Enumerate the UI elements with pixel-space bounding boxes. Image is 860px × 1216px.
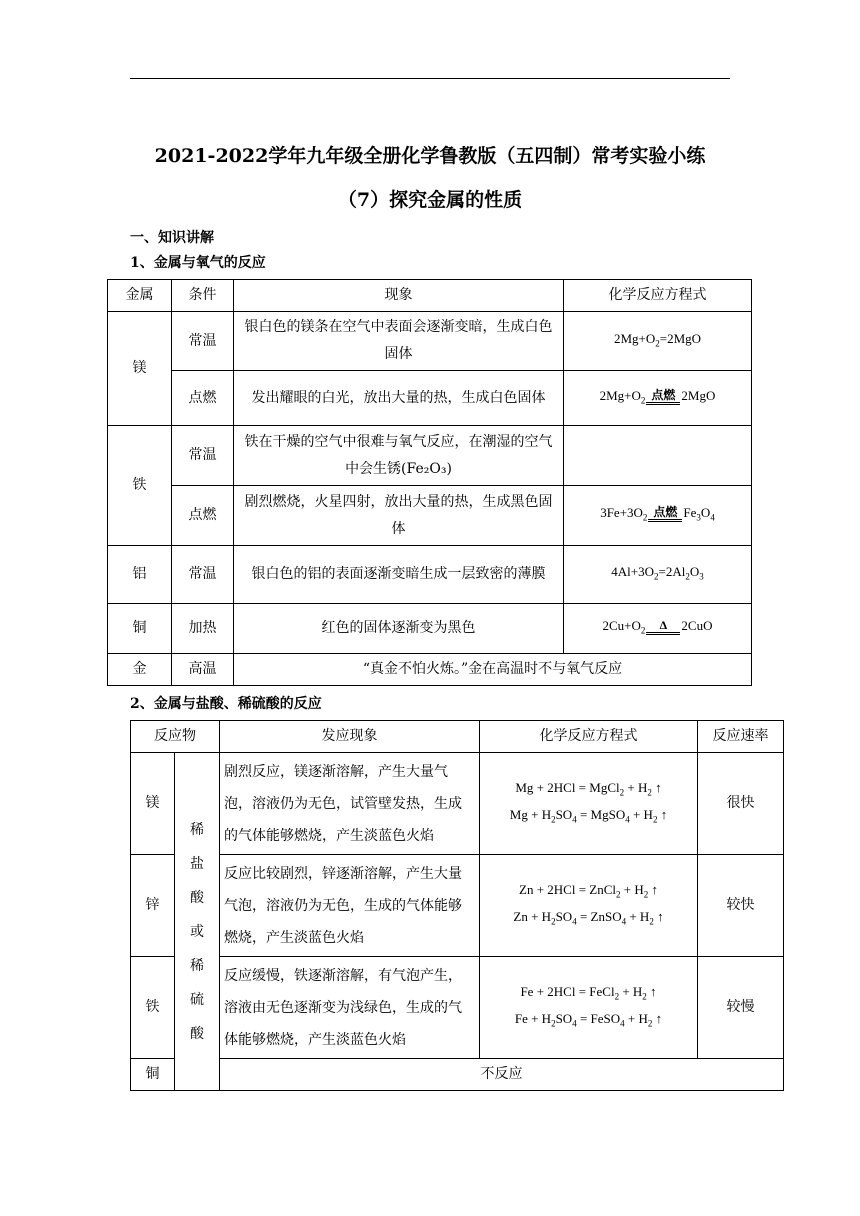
section-heading: 一、知识讲解 <box>130 230 214 246</box>
metal-cell: 铜 <box>108 604 172 654</box>
acid-char: 酸 <box>190 1026 204 1042</box>
acid-char: 酸 <box>190 890 204 906</box>
condition-cell: 常温 <box>172 546 234 604</box>
header-cell: 化学反应方程式 <box>564 280 752 312</box>
phenomenon-cell: “真金不怕火炼。”金在高温时不与氧气反应 <box>234 654 752 686</box>
condition-label: 点燃 <box>651 387 676 402</box>
condition-cell: 常温 <box>172 312 234 371</box>
table-row <box>131 957 784 1059</box>
header-cell: 发应现象 <box>220 721 480 753</box>
equation-cell: $3Fe+3O_2$ 点燃 $Fe_3O_4$ <box>564 486 752 546</box>
condition-label: Δ <box>659 618 668 633</box>
header-cell: 化学反应方程式 <box>480 721 698 753</box>
metal-acid-table <box>130 720 784 1091</box>
table-row <box>108 546 752 604</box>
table-row <box>108 312 752 371</box>
condition-cell: 加热 <box>172 604 234 654</box>
table-row <box>108 654 752 686</box>
header-cell: 金属 <box>108 280 172 312</box>
equation-cell: Mg + 2HCl = MgCl$_2$ + $H_2$ ↑ $Mg + H_2SO_4$ = MgSO$_4$ + $H_2$ ↑ <box>480 753 698 855</box>
metal-cell: 铜 <box>131 1059 175 1091</box>
condition-cell: 高温 <box>172 654 234 686</box>
metal-cell: 镁 <box>131 753 175 855</box>
phenomenon-cell: 剧烈反应，镁逐渐溶解，产生大量气泡，溶液仍为无色，试管壁发热，生成的气体能够燃烧，产生淡蓝色火焰 <box>220 753 480 855</box>
rate-cell: 很快 <box>698 753 784 855</box>
header-cell: 条件 <box>172 280 234 312</box>
acid-char: 或 <box>190 924 204 940</box>
phenomenon-cell: 反应缓慢，铁逐渐溶解，有气泡产生，溶液由无色逐渐变为浅绿色，生成的气体能够燃烧，产生淡蓝色火焰 <box>220 957 480 1059</box>
metal-oxygen-table <box>107 279 752 686</box>
header-cell: 反应物 <box>131 721 220 753</box>
table-row <box>131 1059 784 1091</box>
header-rule <box>130 78 730 79</box>
phenomenon-cell: 发出耀眼的白光，放出大量的热，生成白色固体 <box>234 371 564 426</box>
table-row <box>108 486 752 546</box>
table-row <box>108 371 752 426</box>
acid-char: 稀 <box>190 958 204 974</box>
subsection-heading-acid: 2、金属与盐酸、稀硫酸的反应 <box>130 696 322 712</box>
phenomenon-cell: 剧烈燃烧，火星四射，放出大量的热，生成黑色固体 <box>234 486 564 546</box>
metal-cell: 锌 <box>131 855 175 957</box>
acid-char: 盐 <box>190 856 204 872</box>
equation-cell: $4Al+3O_2=2Al_2O_3$ <box>564 546 752 604</box>
equation-cell-empty <box>564 426 752 486</box>
header-cell: 反应速率 <box>698 721 784 753</box>
equation-cell: $2Mg+O_2=2MgO$ <box>564 312 752 371</box>
equation-cell: $2Cu+O_2$ Δ 2CuO <box>564 604 752 654</box>
metal-cell: 铁 <box>131 957 175 1059</box>
header-cell: 现象 <box>234 280 564 312</box>
phenomenon-cell: 银白色的铝的表面逐渐变暗生成一层致密的薄膜 <box>234 546 564 604</box>
acid-cell <box>175 753 220 1091</box>
table-header-row <box>108 280 752 312</box>
equation-cell: Zn + 2HCl = ZnCl$_2$ + $H_2$ ↑ $Zn + H_2SO_4$ = ZnSO$_4$ + $H_2$ ↑ <box>480 855 698 957</box>
metal-cell: 铝 <box>108 546 172 604</box>
table-row <box>131 855 784 957</box>
page-title: 2021-2022学年九年级全册化学鲁教版（五四制）常考实验小练 <box>154 145 706 167</box>
page-subtitle: （7）探究金属的性质 <box>337 189 523 211</box>
table-header-row <box>131 721 784 753</box>
rate-cell: 较快 <box>698 855 784 957</box>
acid-char: 稀 <box>190 822 204 838</box>
metal-cell: 金 <box>108 654 172 686</box>
condition-label: 点燃 <box>653 505 678 520</box>
table-row <box>108 426 752 486</box>
equation-cell: Fe + 2HCl = FeCl$_2$ + $H_2$ ↑ $Fe + H_2SO_4$ = FeSO$_4$ + $H_2$ ↑ <box>480 957 698 1059</box>
acid-char: 硫 <box>190 992 204 1008</box>
phenomenon-cell: 红色的固体逐渐变为黑色 <box>234 604 564 654</box>
table-row <box>108 604 752 654</box>
condition-cell: 常温 <box>172 426 234 486</box>
phenomenon-cell: 银白色的镁条在空气中表面会逐渐变暗，生成白色固体 <box>234 312 564 371</box>
table-row <box>131 753 784 855</box>
phenomenon-cell: 反应比较剧烈，锌逐渐溶解，产生大量气泡，溶液仍为无色，生成的气体能够燃烧，产生淡蓝色火焰 <box>220 855 480 957</box>
metal-cell: 镁 <box>108 312 172 426</box>
metal-cell: 铁 <box>108 426 172 546</box>
rate-cell: 较慢 <box>698 957 784 1059</box>
phenomenon-cell: 铁在干燥的空气中很难与氧气反应，在潮湿的空气中会生锈(Fe₂O₃) <box>234 426 564 486</box>
phenomenon-cell: 不反应 <box>220 1059 784 1091</box>
condition-cell: 点燃 <box>172 371 234 426</box>
subsection-heading-oxygen: 1、金属与氧气的反应 <box>130 255 266 271</box>
condition-cell: 点燃 <box>172 486 234 546</box>
equation-cell: $2Mg+O_2$ 点燃 2MgO <box>564 371 752 426</box>
